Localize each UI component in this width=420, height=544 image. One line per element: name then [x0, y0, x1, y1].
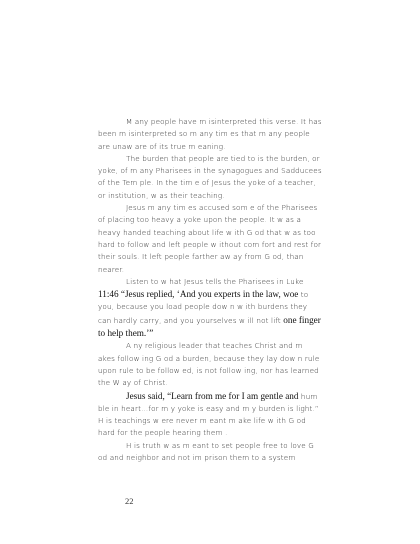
paragraph-4 — [98, 276, 322, 340]
paragraph-1: M any people have m isinterpreted this verse. It has been m isinterpreted so m any tim es that m any people are unaw are of its true m eaning. — [98, 117, 322, 151]
paragraph-7: H is truth w as m eant to set people free to love G od and neighbor and not im prison them to a system — [98, 440, 315, 463]
scripture-quote-jesus: Jesus said, “Learn from me for I am gentle and — [126, 390, 299, 401]
page-number: 22 — [125, 496, 134, 506]
paragraph-6-body: hum ble in heart…for m y yoke is easy and m y burden is light.” H is teachings w ere never m eant m ake life w ith G od hard for the people hearing them . — [98, 391, 319, 438]
paragraph-4-body: to you, because you load people dow n w ith burdens they can hardly carry, and you yourselves w ill not lift — [98, 290, 309, 325]
paragraph-3: Jesus m any tim es accused som e of the Pharisees of placing too heavy a yoke upon the people. It w as a heavy handed teaching about life w ith G od that w as too hard to follow and left people w ithout com fort and rest for their souls. It left people farther aw ay from G od, than nearer. — [98, 203, 322, 274]
paragraph-5: A ny religious leader that teaches Christ and m akes follow ing G od a burden, because they lay dow n rule upon rule to be follow ed, is not follow ing, nor has learned the W ay of Christ. — [98, 341, 320, 388]
paragraph-2: The burden that people are tied to is the burden, or yoke, of m any Pharisees in the synagogues and Sadducees of the Tem ple. In the tim e of Jesus the yoke of a teacher, or institution, w as their teaching. — [98, 153, 322, 200]
scripture-quote-luke-end: one finger to help them.’” — [98, 314, 321, 339]
scripture-quote-luke: 11:46 “Jesus replied, ‘And you experts in the law, woe — [98, 289, 299, 300]
body-text — [98, 116, 322, 464]
paragraph-4-lead: Listen to w hat Jesus tells the Pharisees in Luke — [126, 276, 304, 286]
paragraph-6 — [98, 390, 322, 440]
